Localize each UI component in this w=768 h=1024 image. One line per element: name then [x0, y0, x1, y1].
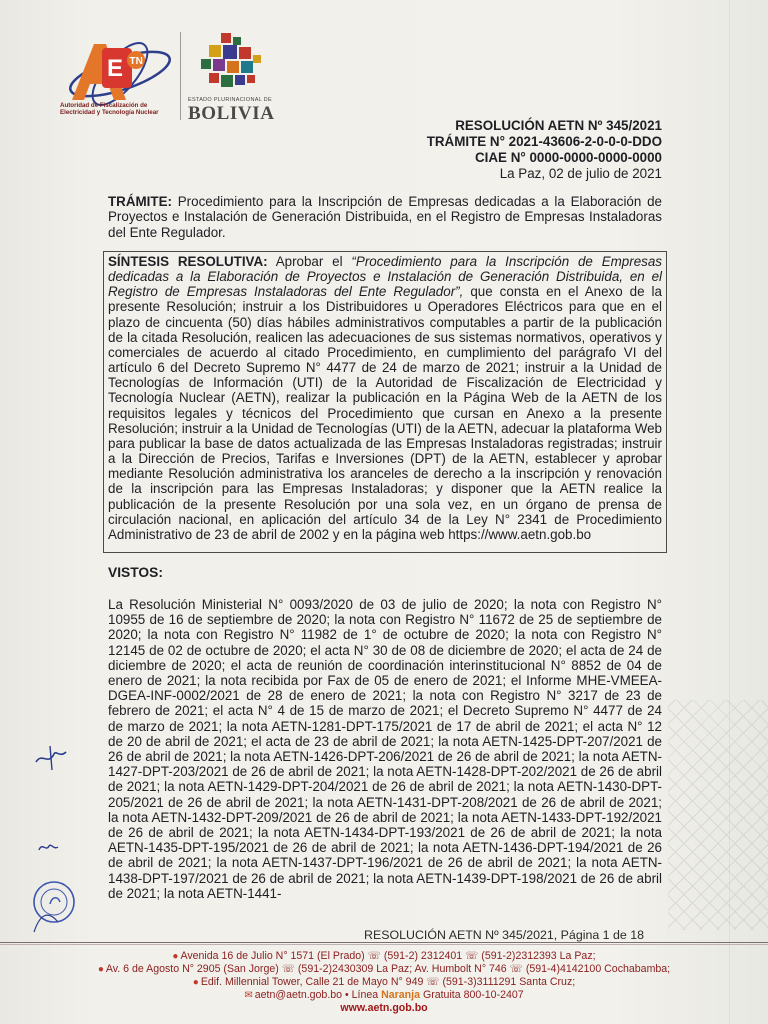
- bolivia-state-label: ESTADO PLURINACIONAL DE: [188, 97, 272, 103]
- website-link[interactable]: www.aetn.gob.bo: [340, 1002, 428, 1014]
- sintesis-label: SÍNTESIS RESOLUTIVA:: [108, 254, 268, 269]
- legal-stamp-icon: [28, 874, 84, 934]
- contact-line-5: [0, 1002, 768, 1014]
- contact-line-1: [0, 950, 768, 963]
- aetn-caption: [60, 102, 180, 116]
- location-pin-icon: ●: [97, 964, 104, 975]
- ciae-number: CIAE N° 0000-0000-0000-0000: [475, 150, 662, 165]
- vistos-heading: VISTOS:: [108, 565, 163, 580]
- aetn-caption-line1: Autoridad de Fiscalización de: [60, 102, 148, 109]
- contact-email-text: aetn@aetn.gob.bo • Línea: [254, 989, 379, 1001]
- linea-naranja-label: Naranja: [381, 989, 420, 1001]
- tramite-number: TRÁMITE N° 2021-43606-2-0-0-0-DDO: [426, 134, 662, 149]
- tramite-paragraph: [108, 194, 662, 240]
- tramite-label: TRÁMITE:: [108, 194, 172, 209]
- sintesis-text: que consta en el Anexo de la presente Resolución; instruir a los Distribuidores u Operadores Eléctricos para que en el plazo de cincuenta (50) días hábiles administrativos computables a partir de la publicación de la citada Resolución, realicen las adecuaciones de sus sistemas normativos, operativos y comerciales de acuerdo al citado Procedimiento, en cumplimiento del parágrafo VI del artículo 6 del Decreto Supremo N° 4477 de 24 de marzo de 2021; instruir a la Unidad de Tecnologías de Información (UTI) de la Autoridad de Fiscalización de Electricidad y Tecnología Nuclear (AETN), realizar la publicación en la Página Web de la AETN de los requisitos legales y técnicos del Procedimiento que cursan en Anexo a la presente Resolución; instruir a la Unidad de Tecnologías (UTI) de la AETN, adecuar la plataforma Web para publicar la base de datos actualizada de las Empresas Instaladoras registradas; instruir a la Dirección de Precios, Tarifas e Inversiones (DPT) de la AETN, establecer y aprobar mediante Resolución administrativa los aranceles de derecho a la inscripción y renovación de la inscripción para las Empresas Instaladoras; y disponer que la AETN realice la publicación de la presente Resolución por una sola vez, en un órgano de prensa de circulación nacional, en aplicación del artículo 34 de la Ley N° 2341 de Procedimiento Administrativo de 23 de abril de 2002 y en la página web https://www.aetn.gob.bo: [108, 284, 662, 542]
- svg-text:E: E: [107, 55, 124, 82]
- initials-signature-icon: [32, 742, 68, 772]
- toll-free-text: Gratuita 800-10-2407: [422, 989, 524, 1001]
- contact-line-3: [0, 976, 768, 989]
- aetn-caption-line2: Electricidad y Tecnología Nuclear: [60, 109, 159, 116]
- resolution-number: RESOLUCIÓN AETN Nº 345/2021: [455, 118, 662, 133]
- svg-text:TN: TN: [129, 56, 143, 67]
- footer-divider-secondary: [0, 944, 768, 945]
- footer-divider: [0, 942, 768, 943]
- sintesis-paragraph: [108, 254, 662, 542]
- contact-line-2: [0, 963, 768, 976]
- tramite-text: Procedimiento para la Inscripción de Empresas dedicadas a la Elaboración de Proyectos e Instalación de Generación Distribuida, en el Registro de Empresas Instaladoras del Ente Regulador.: [108, 194, 662, 240]
- location-pin-icon: ●: [172, 951, 179, 962]
- handwritten-mark-icon: [36, 838, 60, 856]
- bolivia-emblem-icon: [199, 31, 263, 93]
- vistos-paragraph: La Resolución Ministerial N° 0093/2020 de 03 de julio de 2020; la nota con Registro N° 10955 de 16 de septiembre de 2020; la nota con Registro N° 11672 de 25 de septiembre de 2020; la nota con Registro N° 11982 de 1° de octubre de 2020; la nota con Registro N° 12145 de 02 de octubre de 2020; el acta N° 30 de 08 de diciembre de 2020; el acta de 24 de diciembre de 2020; el acta de reunión de coordinación interinstitucional N° 8852 de 04 de enero de 2021; la nota recibida por Fax de 05 de enero de 2021; el Informe MHE-VMEEA-DGEA-INF-0002/2021 de 28 de enero de 2021; la nota con Registro N° 3217 de 23 de febrero de 2021; el acta N° 4 de 15 de marzo de 2021; el Decreto Supremo N° 4477 de 24 de marzo de 2021; la nota AETN-1281-DPT-175/2021 de 17 de abril de 2021; el acta N° 12 de 20 de abril de 2021; el acta de 23 de abril de 2021; la nota AETN-1425-DPT-207/2021 de 26 de abril de 2021; la nota AETN-1426-DPT-206/2021 de 26 de abril de 2021; la nota AETN-1427-DPT-203/2021 de 26 de abril de 2021; la nota AETN-1428-DPT-202/2021 de 26 de abril de 2021; la nota AETN-1429-DPT-204/2021 de 26 de abril de 2021; la nota AETN-1430-DPT-205/2021 de 26 de abril de 2021; la nota AETN-1431-DPT-208/2021 de 26 de abril de 2021; la nota AETN-1432-DPT-209/2021 de 26 de abril de 2021; la nota AETN-1433-DPT-192/2021 de 26 de abril de 2021; la nota AETN-1434-DPT-193/2021 de 26 de abril de 2021; la nota AETN-1435-DPT-195/2021 de 26 de abril de 2021; la nota AETN-1436-DPT-194/2021 de 26 de abril de 2021; la nota AETN-1437-DPT-196/2021 de 26 de abril de 2021; la nota AETN-1438-DPT-197/2021 de 26 de abril de 2021; la nota AETN-1439-DPT-198/2021 de 26 de abril de 2021; la nota AETN-1441-: [108, 597, 662, 901]
- sintesis-italic: “Procedimiento para la Inscripción de Empresas dedicadas a la Elaboración de Proyectos e Instalación de Generación Distribuida, en el Registro de Empresas Instaladoras del Ente Regulador”,: [108, 254, 662, 300]
- bolivia-wordmark: BOLIVIA: [188, 103, 275, 124]
- contact-line-2-text: Av. 6 de Agosto N° 2905 (San Jorge) ☏ (591-2)2430309 La Paz; Av. Humbolt N° 746 ☏ (591-4)4142100 Cochabamba;: [105, 963, 671, 975]
- resolution-date: La Paz, 02 de julio de 2021: [499, 166, 662, 181]
- contact-line-3-text: Edif. Millennial Tower, Calle 21 de Mayo N° 949 ☏ (591-3)3111291 Santa Cruz;: [200, 976, 576, 988]
- location-pin-icon: ●: [192, 977, 199, 988]
- contact-line-4: [0, 989, 768, 1002]
- page-footer-label: RESOLUCIÓN AETN Nº 345/2021, Página 1 de 18: [364, 928, 645, 942]
- resolution-header: [427, 118, 662, 182]
- contact-line-1-text: Avenida 16 de Julio N° 1571 (El Prado) ☏ (591-2) 2312401 ☏ (591-2)2312393 La Paz;: [180, 950, 596, 962]
- decorative-pattern: [668, 700, 768, 930]
- email-icon: ✉: [244, 990, 253, 1001]
- sintesis-intro: Aprobar el: [275, 254, 343, 269]
- logo-divider: [180, 32, 181, 120]
